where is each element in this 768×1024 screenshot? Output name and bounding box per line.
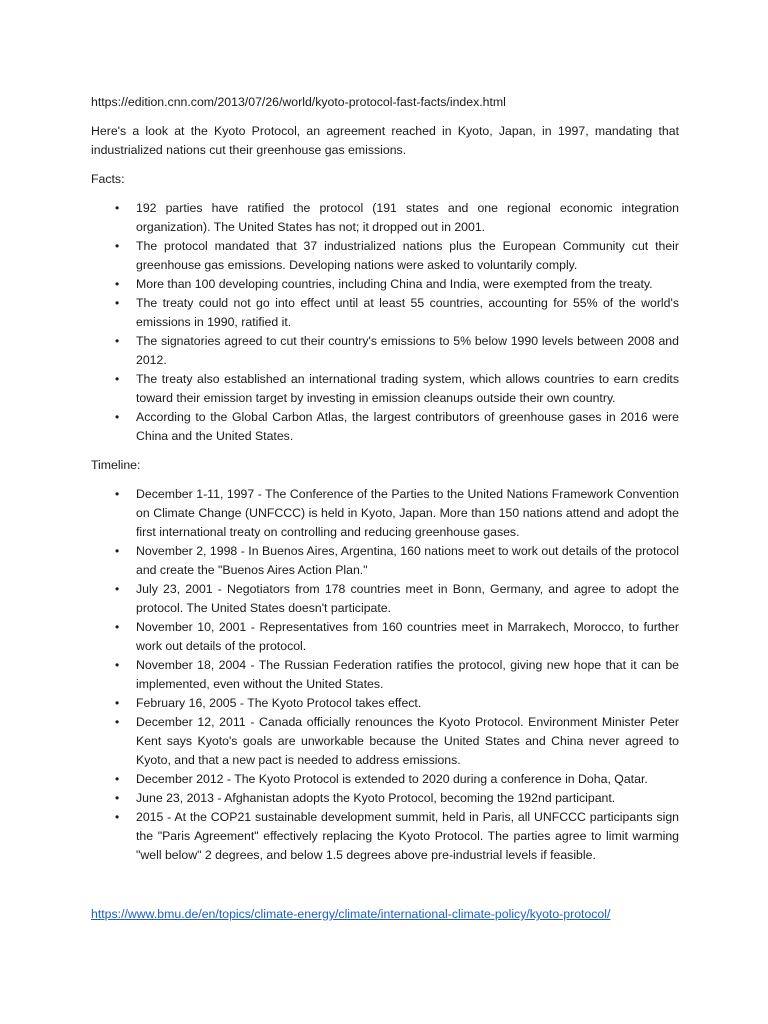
bullet-icon: •: [115, 772, 120, 786]
fact-text: The signatories agreed to cut their country's emissions to 5% below 1990 levels between 2008 and 2012.: [136, 334, 679, 367]
timeline-text: July 23, 2001 - Negotiators from 178 countries meet in Bonn, Germany, and agree to adopt the protocol. The United States doesn't participate.: [136, 582, 679, 615]
list-item: [91, 275, 679, 294]
list-item: [91, 580, 679, 618]
bullet-icon: •: [115, 410, 120, 424]
list-item: [91, 370, 679, 408]
timeline-text: November 18, 2004 - The Russian Federation ratifies the protocol, giving new hope that it can be implemented, even without the United States.: [136, 658, 679, 691]
list-item: [91, 713, 679, 770]
bullet-icon: •: [115, 658, 120, 672]
fact-text: The treaty also established an international trading system, which allows countries to earn credits toward their emission target by investing in emission cleanups outside their own country.: [136, 372, 679, 405]
timeline-text: December 1-11, 1997 - The Conference of the Parties to the United Nations Framework Convention on Climate Change (UNFCCC) is held in Kyoto, Japan. More than 150 nations attend and adopt the first international treaty on controlling and reducing greenhouse gases.: [136, 487, 679, 539]
bullet-icon: •: [115, 582, 120, 596]
list-item: [91, 199, 679, 237]
timeline-text: November 10, 2001 - Representatives from 160 countries meet in Marrakech, Morocco, to further work out details of the protocol.: [136, 620, 679, 653]
timeline-text: November 2, 1998 - In Buenos Aires, Argentina, 160 nations meet to work out details of the protocol and create the "Buenos Aires Action Plan.": [136, 544, 679, 577]
bullet-icon: •: [115, 277, 120, 291]
list-item: [91, 294, 679, 332]
document-page: [91, 93, 679, 924]
bullet-icon: •: [115, 715, 120, 729]
list-item: [91, 332, 679, 370]
list-item: [91, 789, 679, 808]
bullet-icon: •: [115, 334, 120, 348]
bullet-icon: •: [115, 620, 120, 634]
list-item: [91, 237, 679, 275]
list-item: [91, 485, 679, 542]
fact-text: The protocol mandated that 37 industrialized nations plus the European Community cut their greenhouse gas emissions. Developing nations were asked to voluntarily comply.: [136, 239, 679, 272]
list-item: [91, 656, 679, 694]
bullet-icon: •: [115, 487, 120, 501]
intro-paragraph: Here's a look at the Kyoto Protocol, an agreement reached in Kyoto, Japan, in 1997, mandating that industrialized nations cut their greenhouse gas emissions.: [91, 124, 679, 157]
timeline-heading: Timeline:: [91, 458, 141, 472]
timeline-text: December 12, 2011 - Canada officially renounces the Kyoto Protocol. Environment Minister Peter Kent says Kyoto's goals are unworkable because the United States and China never agreed to Kyoto, and that a new pact is needed to address emissions.: [136, 715, 679, 767]
timeline-text: 2015 - At the COP21 sustainable development summit, held in Paris, all UNFCCC participants sign the "Paris Agreement" effectively replacing the Kyoto Protocol. The parties agree to limit warming "well below" 2 degrees, and below 1.5 degrees above pre-industrial levels if feasible.: [136, 810, 679, 862]
bullet-icon: •: [115, 239, 120, 253]
bullet-icon: •: [115, 296, 120, 310]
timeline-text: June 23, 2013 - Afghanistan adopts the Kyoto Protocol, becoming the 192nd participant.: [136, 791, 616, 805]
fact-text: The treaty could not go into effect until at least 55 countries, accounting for 55% of the world's emissions in 1990, ratified it.: [136, 296, 679, 329]
bmu-reference-link[interactable]: https://www.bmu.de/en/topics/climate-energy/climate/international-climate-policy/kyoto-protocol/: [91, 907, 611, 921]
facts-heading: Facts:: [91, 172, 125, 186]
fact-text: More than 100 developing countries, including China and India, were exempted from the treaty.: [136, 277, 653, 291]
timeline-text: February 16, 2005 - The Kyoto Protocol takes effect.: [136, 696, 422, 710]
list-item: [91, 408, 679, 446]
timeline-text: December 2012 - The Kyoto Protocol is extended to 2020 during a conference in Doha, Qatar.: [136, 772, 648, 786]
fact-text: According to the Global Carbon Atlas, the largest contributors of greenhouse gases in 2016 were China and the United States.: [136, 410, 679, 443]
list-item: [91, 808, 679, 865]
bullet-icon: •: [115, 544, 120, 558]
bullet-icon: •: [115, 372, 120, 386]
timeline-list: [91, 485, 679, 865]
bullet-icon: •: [115, 201, 120, 215]
source-url: https://edition.cnn.com/2013/07/26/world/kyoto-protocol-fast-facts/index.html: [91, 95, 506, 109]
bullet-icon: •: [115, 810, 120, 824]
list-item: [91, 618, 679, 656]
fact-text: 192 parties have ratified the protocol (191 states and one regional economic integration organization). The United States has not; it dropped out in 2001.: [136, 201, 679, 234]
facts-list: [91, 199, 679, 446]
list-item: [91, 694, 679, 713]
list-item: [91, 770, 679, 789]
bullet-icon: •: [115, 696, 120, 710]
list-item: [91, 542, 679, 580]
bullet-icon: •: [115, 791, 120, 805]
